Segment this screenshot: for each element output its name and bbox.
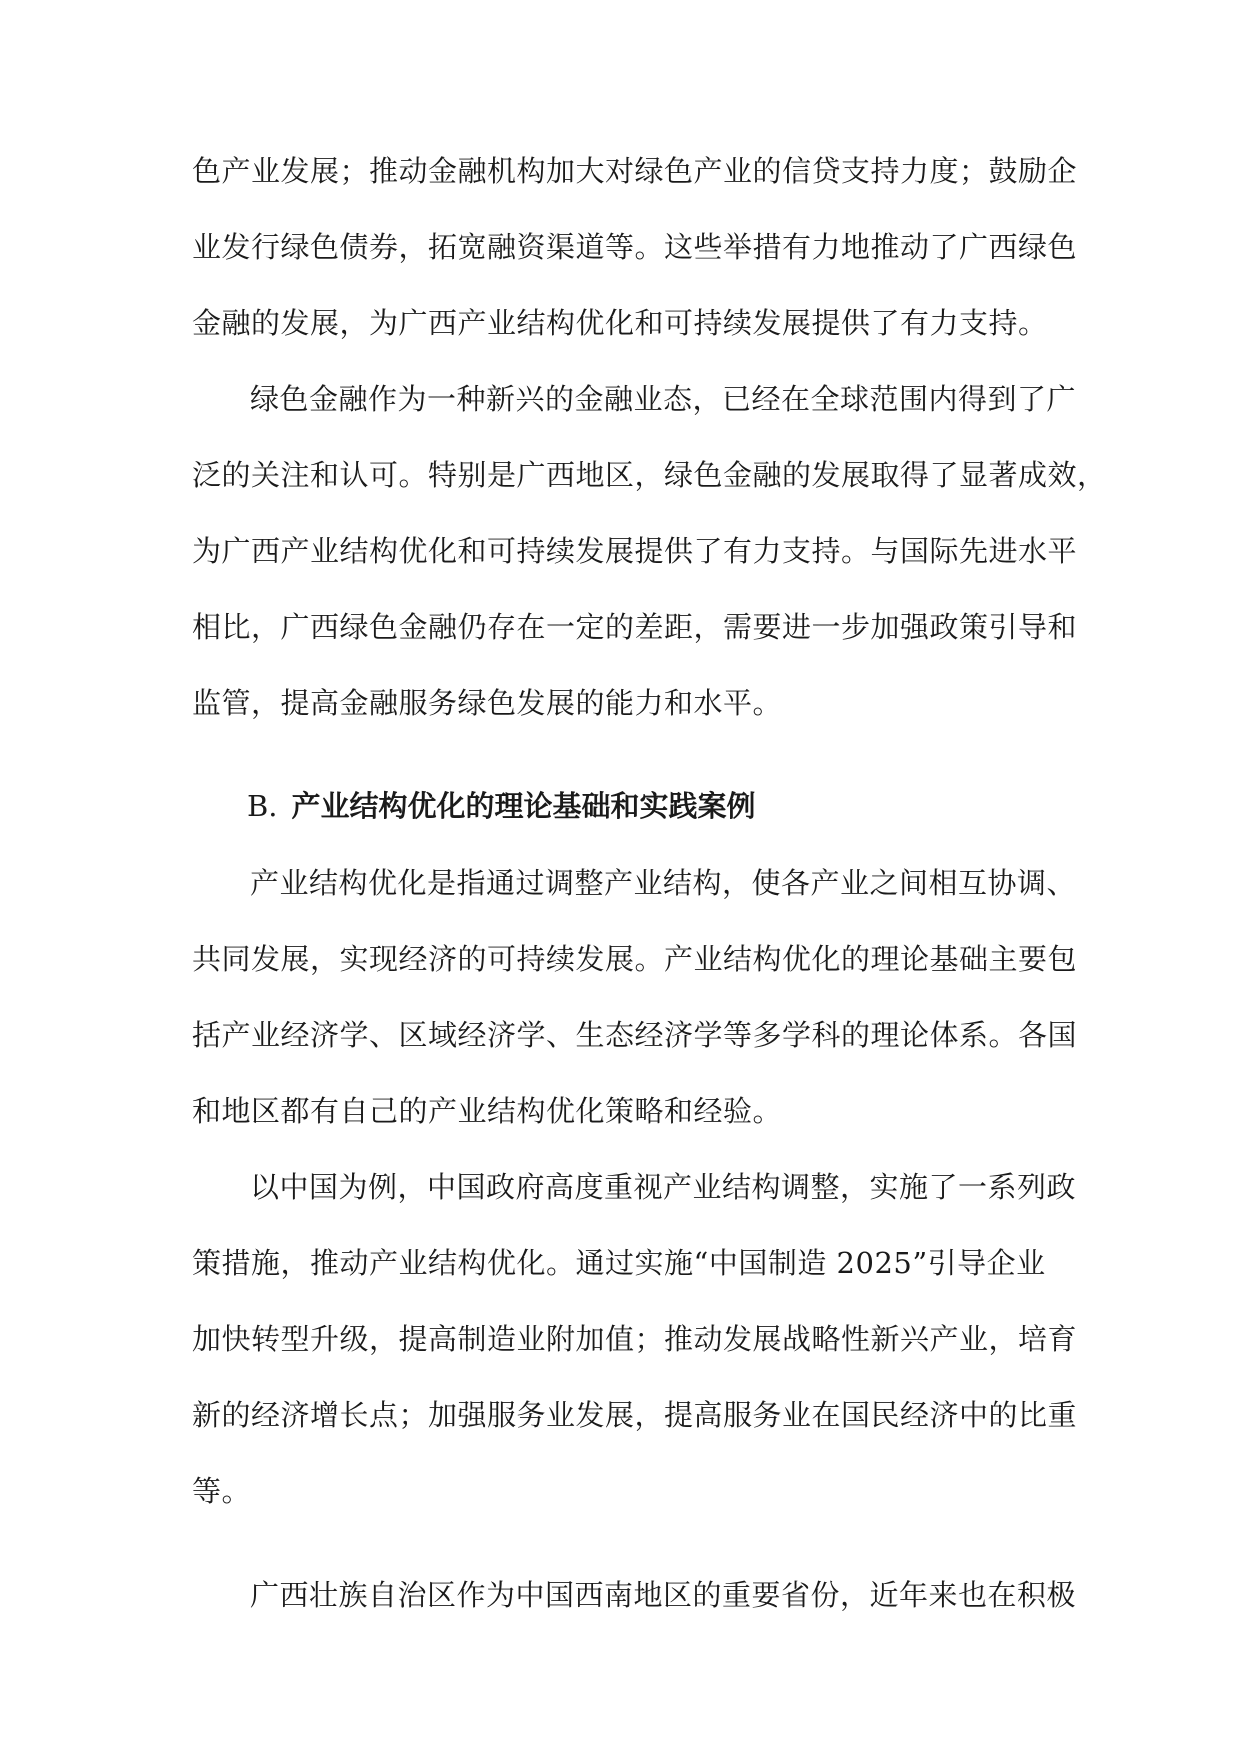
text-line: 以中国为例，中国政府高度重视产业结构调整，实施了一系列政	[250, 1170, 1077, 1204]
text-line: 等。	[192, 1474, 252, 1508]
text-line: 加快转型升级，提高制造业附加值；推动发展战略性新兴产业，培育	[192, 1322, 1078, 1356]
text-line: 监管，提高金融服务绿色发展的能力和水平。	[192, 686, 783, 720]
paragraph-green-finance-overview	[192, 361, 1107, 741]
text-line: 绿色金融作为一种新兴的金融业态，已经在全球范围内得到了广	[250, 382, 1077, 416]
paragraph-industrial-structure-theory	[192, 845, 1078, 1149]
text-line: 共同发展，实现经济的可持续发展。产业结构优化的理论基础主要包	[192, 942, 1078, 976]
paragraph-china-example	[192, 1149, 1078, 1529]
text-line: 业发行绿色债券，拓宽融资渠道等。这些举措有力地推动了广西绿色	[192, 230, 1078, 264]
section-heading	[247, 768, 756, 844]
text-line: 策措施，推动产业结构优化。通过实施“中国制造 2025”引导企业	[192, 1246, 1046, 1280]
text-line: 相比，广西绿色金融仍存在一定的差距，需要进一步加强政策引导和	[192, 610, 1078, 644]
text-line: 和地区都有自己的产业结构优化策略和经验。	[192, 1094, 783, 1128]
text-line: 广西壮族自治区作为中国西南地区的重要省份，近年来也在积极	[250, 1578, 1077, 1612]
text-line: 色产业发展；推动金融机构加大对绿色产业的信贷支持力度；鼓励企	[192, 154, 1078, 188]
text-line: 产业结构优化是指通过调整产业结构，使各产业之间相互协调、	[250, 866, 1077, 900]
text-line: 金融的发展，为广西产业结构优化和可持续发展提供了有力支持。	[192, 306, 1048, 340]
section-heading-marker: B.	[247, 789, 278, 823]
text-line: 新的经济增长点；加强服务业发展，提高服务业在国民经济中的比重	[192, 1398, 1078, 1432]
paragraph-guangxi-intro	[192, 1557, 1077, 1633]
text-line: 括产业经济学、区域经济学、生态经济学等多学科的理论体系。各国	[192, 1018, 1078, 1052]
text-line: 为广西产业结构优化和可持续发展提供了有力支持。与国际先进水平	[192, 534, 1078, 568]
section-heading-title: 产业结构优化的理论基础和实践案例	[291, 789, 756, 823]
text-line: 泛的关注和认可。特别是广西地区，绿色金融的发展取得了显著成效，	[192, 458, 1107, 492]
paragraph-green-industry-measures	[192, 133, 1078, 361]
